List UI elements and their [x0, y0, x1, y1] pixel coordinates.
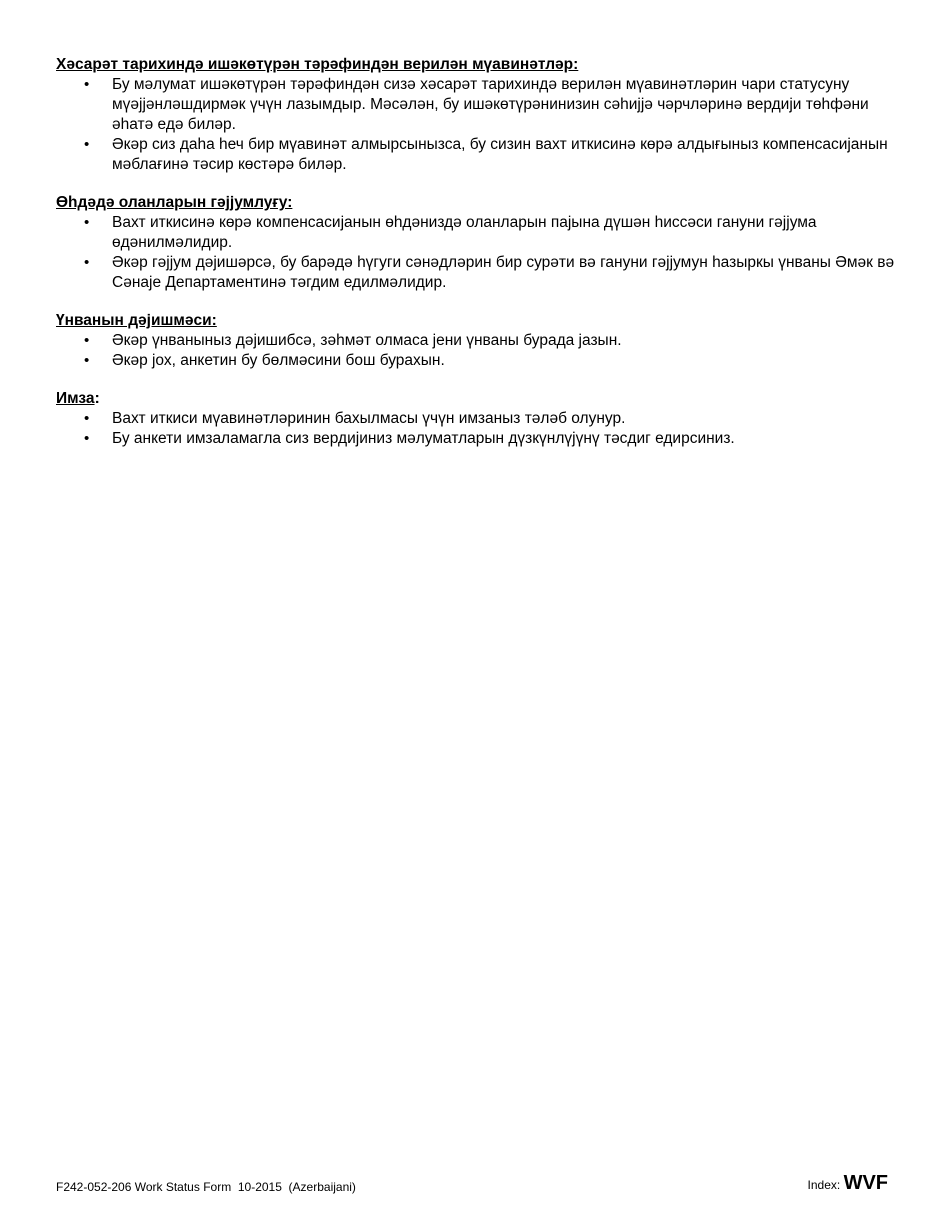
list-item: • Әкәр гәјјум дәјишәрсә, бу барәдә һүгуги сәнәдләрин бир сурәти вә гануни гәјјумун һазыркы үнваны Әмәк вә Сәнаје Департаментинә тәгдим едилмәлидир. [84, 254, 895, 291]
bullet-icon: • [84, 214, 90, 231]
list-item: • Әкәр сиз даһа һеч бир мүавинәт алмырсынызса, бу сизин вахт иткисинә көрә алдығыныз компенсасијанын мәблағинә тәсир көстәрә биләр. [84, 136, 888, 173]
bullet-icon: • [84, 430, 90, 447]
section-heading: Имза [56, 390, 95, 407]
bullet-list [56, 75, 896, 175]
section-dependents-guardianship [56, 193, 896, 293]
bullet-icon: • [84, 410, 90, 427]
section-heading: Үнванын дәјишмәси: [56, 312, 217, 329]
section-signature [56, 389, 896, 449]
section-address-change [56, 311, 896, 371]
bullet-icon: • [84, 332, 90, 349]
form-id-footer: F242-052-206 Work Status Form 10-2015 (Azerbaijani) [56, 1180, 356, 1194]
bullet-icon: • [84, 136, 90, 153]
heading-colon: : [94, 390, 100, 407]
section-heading: Өһдәдә оланларын гәјјумлуғу: [56, 194, 293, 211]
list-item: • Вахт иткисинә көрә компенсасијанын өһдәниздә оланларын пајына дүшән һиссәси гануни гәјјума өдәнилмәлидир. [84, 214, 817, 251]
section-heading: Хәсарәт тарихиндә ишәкөтүрән тәрәфиндән верилән мүавинәтләр: [56, 56, 579, 73]
list-item: • Бу анкети имзаламагла сиз вердијиниз мәлуматларын дүзкүнлүјүнү тәсдиг едирсиниз. [84, 430, 735, 447]
index-label: Index: [807, 1178, 841, 1192]
bullet-list [56, 213, 896, 293]
index-footer [808, 1172, 888, 1195]
bullet-list [56, 409, 896, 449]
bullet-list [56, 331, 896, 371]
bullet-icon: • [84, 352, 90, 369]
bullet-icon: • [84, 76, 90, 93]
list-item: • Бу мәлумат ишәкөтүрән тәрәфиндән сизә хәсарәт тарихиндә верилән мүавинәтләрин чари статусуну мүәјјәнләшдирмәк үчүн лазымдыр. Мәсәлән, бу ишәкөтүрәнинизин сәһијјә чәрчләринә вердији төһфәни әһатә едә биләр. [84, 76, 869, 133]
document-body [56, 55, 896, 467]
list-item: • Вахт иткиси мүавинәтләринин бахылмасы үчүн имзаныз тәләб олунур. [84, 410, 626, 427]
bullet-icon: • [84, 254, 90, 271]
list-item: • Әкәр јох, анкетин бу бөлмәсини бош бурахын. [84, 352, 445, 369]
index-code: WVF [843, 1172, 888, 1194]
list-item: • Әкәр үнваныныз дәјишибсә, зәһмәт олмаса јени үнваны бурада јазын. [84, 332, 622, 349]
section-employer-benefits [56, 55, 896, 175]
